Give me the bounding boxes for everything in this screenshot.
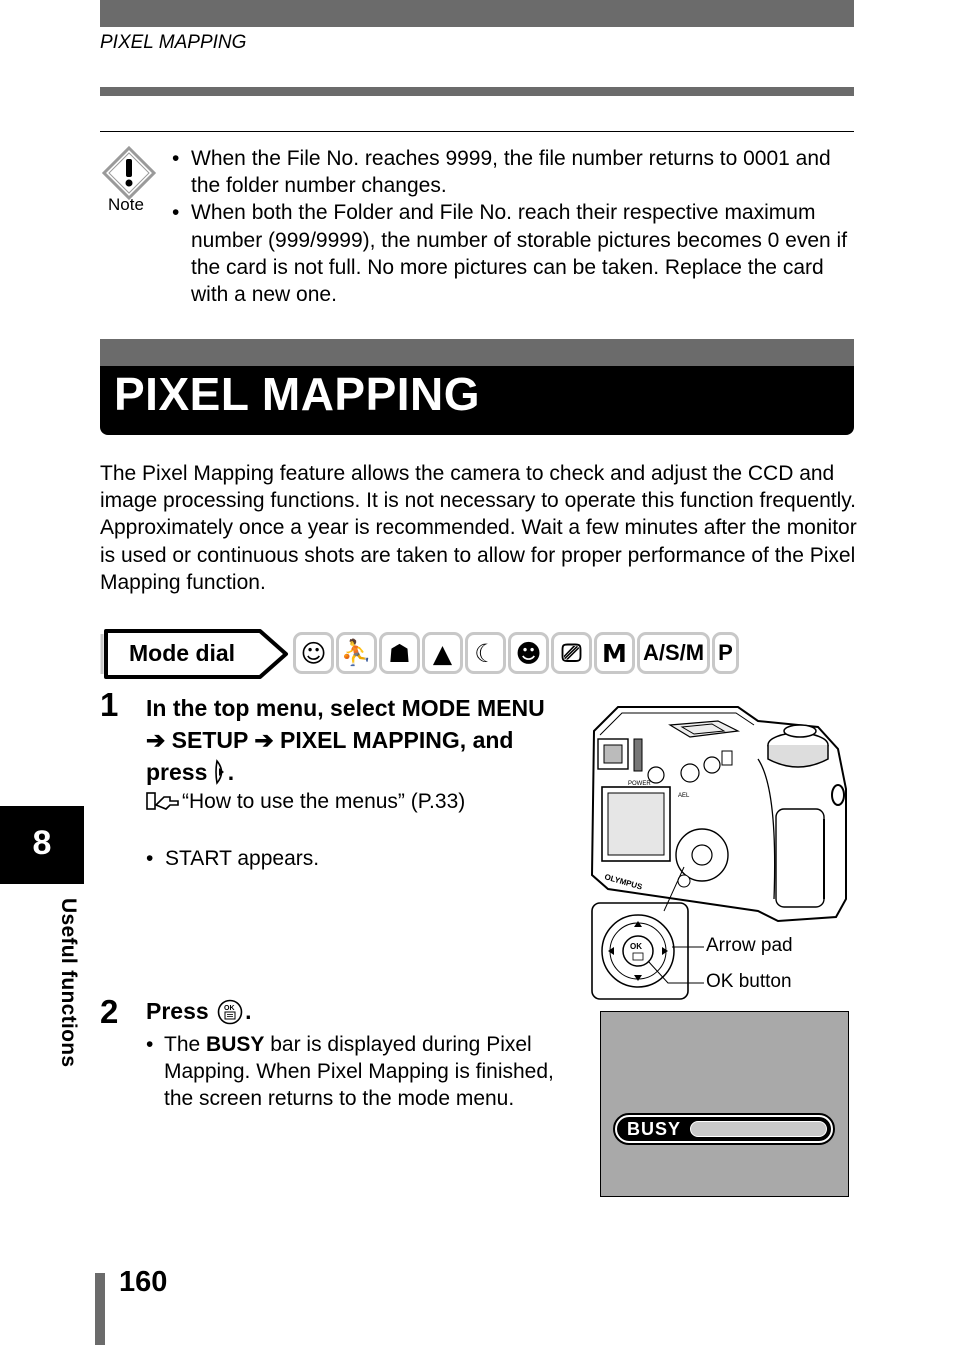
ok-label: OK	[630, 942, 642, 951]
bullet-item: • START appears.	[146, 847, 320, 870]
page-number: 160	[119, 1266, 168, 1298]
instruction-text: PIXEL MAPPING, and press	[146, 727, 514, 785]
instruction-end: .	[245, 998, 252, 1024]
ok-button-label: OK button	[706, 971, 792, 992]
step-instruction	[146, 998, 251, 1025]
ok-button-icon	[217, 999, 243, 1025]
chapter-label: Useful functions	[57, 898, 80, 1068]
instruction-text: In the top menu, select MODE MENU	[146, 695, 545, 721]
bullet-text: The	[164, 1033, 201, 1056]
page-reference-icon	[146, 791, 182, 811]
running-head: PIXEL MAPPING	[100, 32, 247, 53]
page-title: PIXEL MAPPING	[114, 368, 481, 420]
mode-dial-row	[100, 628, 760, 680]
arrow-pad-label: Arrow pad	[706, 935, 793, 956]
instruction-text: Press	[146, 998, 209, 1024]
busy-label: BUSY	[627, 1119, 682, 1139]
note-divider	[100, 131, 854, 132]
step-instruction	[146, 692, 546, 788]
chapter-number: 8	[32, 824, 52, 862]
program-mode-label: P	[712, 632, 739, 674]
instruction-text: SETUP	[171, 727, 248, 753]
ael-label: AEL	[678, 793, 690, 799]
arrow-right-icon: ➔	[254, 727, 274, 753]
busy-keyword: BUSY	[206, 1033, 265, 1056]
power-label: POWER	[628, 781, 651, 787]
title-band-stripe	[100, 339, 854, 366]
instruction-end: .	[227, 759, 235, 785]
night-portrait-mode-icon: ☗	[379, 632, 420, 674]
camera-brand: OLYMPUS	[603, 872, 644, 892]
bullet-item	[146, 1031, 586, 1113]
sports-mode-icon: ⛹	[336, 632, 377, 674]
chapter-tab	[0, 806, 84, 884]
arrow-right-icon: ➔	[146, 727, 166, 753]
section-title-band	[100, 339, 854, 435]
arrow-pad-right-icon	[214, 759, 228, 785]
mode-icon-list	[293, 632, 739, 674]
busy-progress-bar	[613, 1113, 835, 1145]
step-number: 2	[100, 993, 119, 1030]
reference-link	[146, 790, 465, 814]
landscape-mode-icon: ▲	[422, 632, 463, 674]
bullet-text: START appears.	[165, 847, 320, 870]
intro-paragraph: The Pixel Mapping feature allows the camera to check and adjust the CCD and image processing functions. It is not necessary to operate this function frequently. Approximately once a year is recommended. Wait a few minutes after the monitor is used or continuous shots are taken to allow for proper performance of the Pixel Mapping function.	[100, 462, 857, 594]
header-rule	[100, 87, 854, 96]
warning-note-icon	[102, 146, 156, 200]
portrait-mode-icon: ☺	[293, 632, 334, 674]
page-number-bar	[95, 1273, 105, 1345]
mode-dial-label: Mode dial	[129, 640, 236, 666]
self-portrait-mode-icon: ☻	[508, 632, 549, 674]
note-item: • When the File No. reaches 9999, the file number returns to 0001 and the folder number changes.	[172, 145, 862, 199]
movie-mode-icon: ⎚	[551, 632, 592, 674]
step2-bullets	[146, 1031, 586, 1113]
busy-screen-illustration	[600, 1011, 849, 1197]
note-list	[172, 145, 862, 308]
busy-progress-track	[690, 1121, 827, 1137]
note-item: • When both the Folder and File No. reach their respective maximum number (999/9999), the number of storable pictures becomes 0 even if the card is not full. No more pictures can be taken. Replace the card with a new one.	[172, 199, 862, 308]
svg-text:OK: OK	[224, 1005, 235, 1012]
night-scene-mode-icon: ☾	[465, 632, 506, 674]
note-label: Note	[108, 195, 144, 214]
bullet-text: bar is displayed during Pixel Mapping. When Pixel Mapping is finished, the screen returns to the mode menu.	[164, 1033, 554, 1111]
my-mode-icon: M	[594, 632, 635, 674]
step-number: 1	[100, 686, 119, 723]
asm-mode-label: A/S/M	[637, 632, 710, 674]
header-bar	[100, 0, 854, 27]
reference-text: “How to use the menus” (P.33)	[182, 790, 466, 813]
